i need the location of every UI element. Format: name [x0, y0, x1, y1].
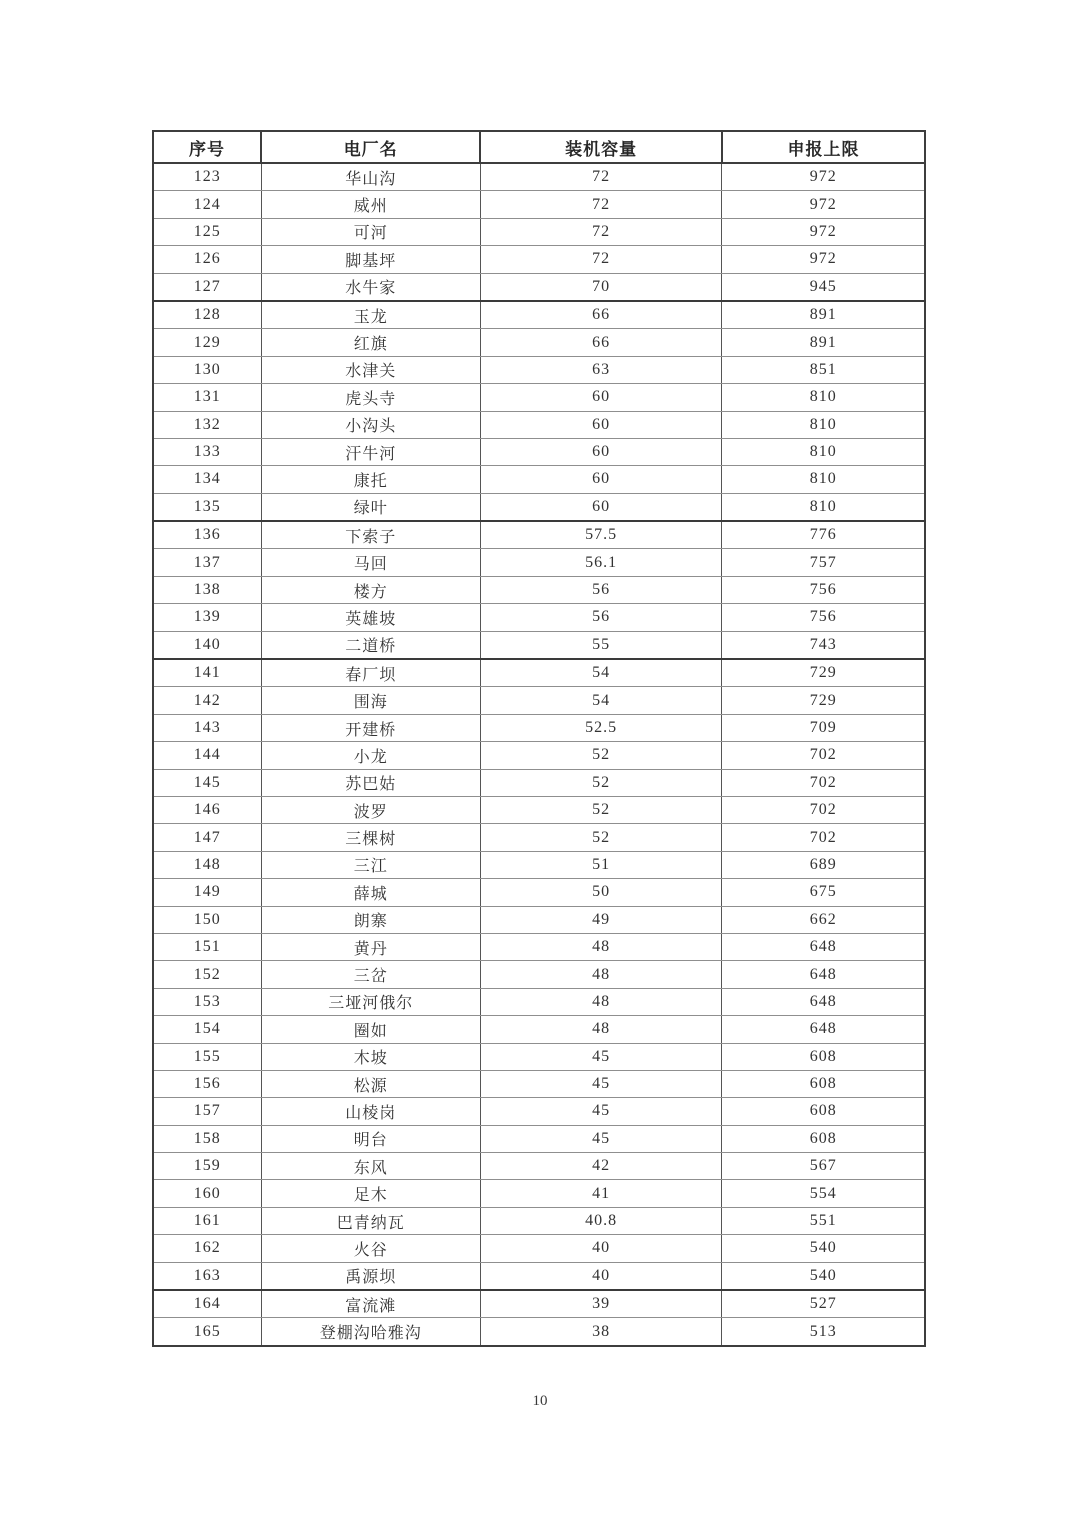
cell-declaration-limit: 810 [722, 438, 925, 465]
cell-declaration-limit: 648 [722, 961, 925, 988]
cell-plant-name: 楼方 [261, 576, 480, 603]
cell-serial-number: 146 [153, 796, 261, 823]
cell-installed-capacity: 66 [480, 301, 722, 329]
cell-declaration-limit: 729 [722, 659, 925, 687]
cell-declaration-limit: 540 [722, 1235, 925, 1262]
cell-declaration-limit: 709 [722, 714, 925, 741]
cell-declaration-limit: 972 [722, 246, 925, 273]
table-row [153, 933, 925, 960]
cell-serial-number: 152 [153, 961, 261, 988]
cell-declaration-limit: 608 [722, 1125, 925, 1152]
cell-declaration-limit: 648 [722, 988, 925, 1015]
cell-plant-name: 苏巴姑 [261, 769, 480, 796]
cell-installed-capacity: 63 [480, 356, 722, 383]
table-row [153, 521, 925, 549]
cell-plant-name: 马回 [261, 549, 480, 576]
cell-serial-number: 130 [153, 356, 261, 383]
cell-plant-name: 黄丹 [261, 933, 480, 960]
cell-installed-capacity: 72 [480, 191, 722, 218]
cell-declaration-limit: 945 [722, 273, 925, 301]
table-row [153, 714, 925, 741]
table-row [153, 1153, 925, 1180]
cell-serial-number: 165 [153, 1318, 261, 1346]
cell-serial-number: 148 [153, 851, 261, 878]
table-row [153, 1262, 925, 1290]
table-row [153, 384, 925, 411]
cell-plant-name: 小沟头 [261, 411, 480, 438]
cell-plant-name: 三江 [261, 851, 480, 878]
cell-plant-name: 山棱岗 [261, 1098, 480, 1125]
header-serial-number: 序号 [153, 131, 261, 163]
cell-declaration-limit: 810 [722, 493, 925, 521]
cell-declaration-limit: 527 [722, 1290, 925, 1318]
cell-serial-number: 134 [153, 466, 261, 493]
cell-declaration-limit: 756 [722, 576, 925, 603]
cell-installed-capacity: 42 [480, 1153, 722, 1180]
cell-serial-number: 144 [153, 742, 261, 769]
cell-declaration-limit: 776 [722, 521, 925, 549]
cell-declaration-limit: 702 [722, 742, 925, 769]
table-row [153, 1125, 925, 1152]
cell-serial-number: 155 [153, 1043, 261, 1070]
cell-declaration-limit: 608 [722, 1098, 925, 1125]
cell-declaration-limit: 972 [722, 163, 925, 191]
table-row [153, 659, 925, 687]
cell-serial-number: 142 [153, 687, 261, 714]
cell-plant-name: 圈如 [261, 1016, 480, 1043]
cell-plant-name: 威州 [261, 191, 480, 218]
cell-serial-number: 135 [153, 493, 261, 521]
cell-declaration-limit: 891 [722, 301, 925, 329]
table-row [153, 824, 925, 851]
cell-serial-number: 164 [153, 1290, 261, 1318]
cell-installed-capacity: 38 [480, 1318, 722, 1346]
cell-declaration-limit: 608 [722, 1070, 925, 1097]
table-row [153, 301, 925, 329]
cell-installed-capacity: 45 [480, 1043, 722, 1070]
cell-declaration-limit: 702 [722, 769, 925, 796]
cell-serial-number: 138 [153, 576, 261, 603]
cell-plant-name: 春厂坝 [261, 659, 480, 687]
cell-serial-number: 127 [153, 273, 261, 301]
table-row [153, 988, 925, 1015]
table-row [153, 163, 925, 191]
cell-installed-capacity: 60 [480, 466, 722, 493]
cell-plant-name: 三垭河俄尔 [261, 988, 480, 1015]
table-row [153, 549, 925, 576]
cell-installed-capacity: 49 [480, 906, 722, 933]
table-row [153, 493, 925, 521]
table-row [153, 1070, 925, 1097]
cell-declaration-limit: 648 [722, 933, 925, 960]
cell-serial-number: 149 [153, 879, 261, 906]
cell-plant-name: 禹源坝 [261, 1262, 480, 1290]
cell-plant-name: 富流滩 [261, 1290, 480, 1318]
table-row [153, 1290, 925, 1318]
cell-declaration-limit: 743 [722, 631, 925, 659]
table-row [153, 687, 925, 714]
cell-serial-number: 150 [153, 906, 261, 933]
cell-plant-name: 可河 [261, 218, 480, 245]
cell-installed-capacity: 48 [480, 933, 722, 960]
cell-declaration-limit: 567 [722, 1153, 925, 1180]
cell-serial-number: 124 [153, 191, 261, 218]
table-header [153, 131, 925, 163]
table-row [153, 906, 925, 933]
cell-plant-name: 下索子 [261, 521, 480, 549]
cell-serial-number: 154 [153, 1016, 261, 1043]
cell-declaration-limit: 662 [722, 906, 925, 933]
table-row [153, 1098, 925, 1125]
cell-installed-capacity: 54 [480, 687, 722, 714]
cell-installed-capacity: 51 [480, 851, 722, 878]
table-body [153, 163, 925, 1346]
cell-plant-name: 巴青纳瓦 [261, 1207, 480, 1234]
cell-serial-number: 143 [153, 714, 261, 741]
cell-installed-capacity: 40 [480, 1262, 722, 1290]
cell-declaration-limit: 554 [722, 1180, 925, 1207]
cell-plant-name: 木坡 [261, 1043, 480, 1070]
cell-plant-name: 玉龙 [261, 301, 480, 329]
cell-declaration-limit: 675 [722, 879, 925, 906]
cell-serial-number: 129 [153, 329, 261, 356]
table-row [153, 1016, 925, 1043]
cell-declaration-limit: 540 [722, 1262, 925, 1290]
cell-serial-number: 126 [153, 246, 261, 273]
cell-plant-name: 登棚沟哈雅沟 [261, 1318, 480, 1346]
table-row [153, 576, 925, 603]
cell-serial-number: 132 [153, 411, 261, 438]
cell-serial-number: 159 [153, 1153, 261, 1180]
table-row [153, 1207, 925, 1234]
table-row [153, 1318, 925, 1346]
header-installed-capacity: 装机容量 [480, 131, 722, 163]
cell-serial-number: 136 [153, 521, 261, 549]
cell-plant-name: 华山沟 [261, 163, 480, 191]
cell-installed-capacity: 50 [480, 879, 722, 906]
cell-plant-name: 水津关 [261, 356, 480, 383]
header-declaration-limit: 申报上限 [722, 131, 925, 163]
table-row [153, 961, 925, 988]
cell-installed-capacity: 60 [480, 411, 722, 438]
cell-plant-name: 康托 [261, 466, 480, 493]
cell-installed-capacity: 45 [480, 1098, 722, 1125]
table-row [153, 851, 925, 878]
cell-installed-capacity: 60 [480, 493, 722, 521]
cell-declaration-limit: 810 [722, 466, 925, 493]
cell-declaration-limit: 648 [722, 1016, 925, 1043]
table-row [153, 1235, 925, 1262]
cell-serial-number: 153 [153, 988, 261, 1015]
table-row [153, 796, 925, 823]
table-row [153, 246, 925, 273]
table-row [153, 631, 925, 659]
cell-installed-capacity: 48 [480, 1016, 722, 1043]
cell-plant-name: 开建桥 [261, 714, 480, 741]
header-plant-name: 电厂名 [261, 131, 480, 163]
cell-serial-number: 123 [153, 163, 261, 191]
cell-installed-capacity: 52 [480, 796, 722, 823]
header-row [153, 131, 925, 163]
table-row [153, 329, 925, 356]
cell-plant-name: 明台 [261, 1125, 480, 1152]
cell-plant-name: 火谷 [261, 1235, 480, 1262]
cell-installed-capacity: 72 [480, 246, 722, 273]
cell-declaration-limit: 689 [722, 851, 925, 878]
cell-plant-name: 围海 [261, 687, 480, 714]
cell-installed-capacity: 72 [480, 218, 722, 245]
table-row [153, 466, 925, 493]
table-row [153, 769, 925, 796]
cell-plant-name: 三棵树 [261, 824, 480, 851]
cell-declaration-limit: 757 [722, 549, 925, 576]
cell-installed-capacity: 54 [480, 659, 722, 687]
cell-serial-number: 145 [153, 769, 261, 796]
table-row [153, 438, 925, 465]
table-row [153, 1043, 925, 1070]
cell-serial-number: 147 [153, 824, 261, 851]
cell-serial-number: 157 [153, 1098, 261, 1125]
cell-plant-name: 足木 [261, 1180, 480, 1207]
cell-installed-capacity: 52.5 [480, 714, 722, 741]
cell-declaration-limit: 756 [722, 604, 925, 631]
cell-declaration-limit: 972 [722, 218, 925, 245]
cell-serial-number: 162 [153, 1235, 261, 1262]
cell-plant-name: 红旗 [261, 329, 480, 356]
cell-serial-number: 140 [153, 631, 261, 659]
cell-installed-capacity: 40 [480, 1235, 722, 1262]
cell-plant-name: 二道桥 [261, 631, 480, 659]
cell-installed-capacity: 72 [480, 163, 722, 191]
cell-plant-name: 水牛家 [261, 273, 480, 301]
cell-installed-capacity: 70 [480, 273, 722, 301]
table-row [153, 411, 925, 438]
cell-installed-capacity: 52 [480, 824, 722, 851]
table-row [153, 1180, 925, 1207]
cell-installed-capacity: 41 [480, 1180, 722, 1207]
table-row [153, 879, 925, 906]
cell-installed-capacity: 57.5 [480, 521, 722, 549]
cell-plant-name: 三岔 [261, 961, 480, 988]
cell-serial-number: 128 [153, 301, 261, 329]
cell-plant-name: 虎头寺 [261, 384, 480, 411]
cell-plant-name: 薛城 [261, 879, 480, 906]
table-row [153, 356, 925, 383]
power-plant-table [152, 130, 926, 1347]
cell-declaration-limit: 729 [722, 687, 925, 714]
table-row [153, 273, 925, 301]
cell-declaration-limit: 608 [722, 1043, 925, 1070]
cell-plant-name: 小龙 [261, 742, 480, 769]
cell-serial-number: 163 [153, 1262, 261, 1290]
table-row [153, 191, 925, 218]
cell-declaration-limit: 810 [722, 384, 925, 411]
cell-plant-name: 松源 [261, 1070, 480, 1097]
cell-declaration-limit: 891 [722, 329, 925, 356]
cell-installed-capacity: 52 [480, 769, 722, 796]
cell-declaration-limit: 972 [722, 191, 925, 218]
cell-installed-capacity: 52 [480, 742, 722, 769]
cell-serial-number: 137 [153, 549, 261, 576]
cell-serial-number: 160 [153, 1180, 261, 1207]
cell-plant-name: 绿叶 [261, 493, 480, 521]
cell-declaration-limit: 702 [722, 796, 925, 823]
cell-installed-capacity: 48 [480, 988, 722, 1015]
cell-plant-name: 汗牛河 [261, 438, 480, 465]
cell-serial-number: 133 [153, 438, 261, 465]
cell-installed-capacity: 60 [480, 438, 722, 465]
table-row [153, 604, 925, 631]
cell-plant-name: 波罗 [261, 796, 480, 823]
cell-declaration-limit: 851 [722, 356, 925, 383]
cell-installed-capacity: 40.8 [480, 1207, 722, 1234]
cell-plant-name: 东风 [261, 1153, 480, 1180]
cell-installed-capacity: 45 [480, 1125, 722, 1152]
page-number: 10 [532, 1393, 548, 1409]
table-row [153, 218, 925, 245]
cell-installed-capacity: 56.1 [480, 549, 722, 576]
cell-serial-number: 158 [153, 1125, 261, 1152]
cell-serial-number: 139 [153, 604, 261, 631]
cell-declaration-limit: 702 [722, 824, 925, 851]
cell-installed-capacity: 66 [480, 329, 722, 356]
cell-installed-capacity: 60 [480, 384, 722, 411]
cell-serial-number: 141 [153, 659, 261, 687]
cell-declaration-limit: 810 [722, 411, 925, 438]
cell-declaration-limit: 551 [722, 1207, 925, 1234]
cell-plant-name: 英雄坡 [261, 604, 480, 631]
cell-serial-number: 131 [153, 384, 261, 411]
cell-installed-capacity: 45 [480, 1070, 722, 1097]
cell-installed-capacity: 39 [480, 1290, 722, 1318]
cell-installed-capacity: 56 [480, 576, 722, 603]
cell-installed-capacity: 55 [480, 631, 722, 659]
table-row [153, 742, 925, 769]
cell-serial-number: 125 [153, 218, 261, 245]
cell-plant-name: 朗寨 [261, 906, 480, 933]
cell-serial-number: 156 [153, 1070, 261, 1097]
cell-serial-number: 161 [153, 1207, 261, 1234]
cell-installed-capacity: 56 [480, 604, 722, 631]
cell-installed-capacity: 48 [480, 961, 722, 988]
cell-serial-number: 151 [153, 933, 261, 960]
cell-declaration-limit: 513 [722, 1318, 925, 1346]
cell-plant-name: 脚基坪 [261, 246, 480, 273]
